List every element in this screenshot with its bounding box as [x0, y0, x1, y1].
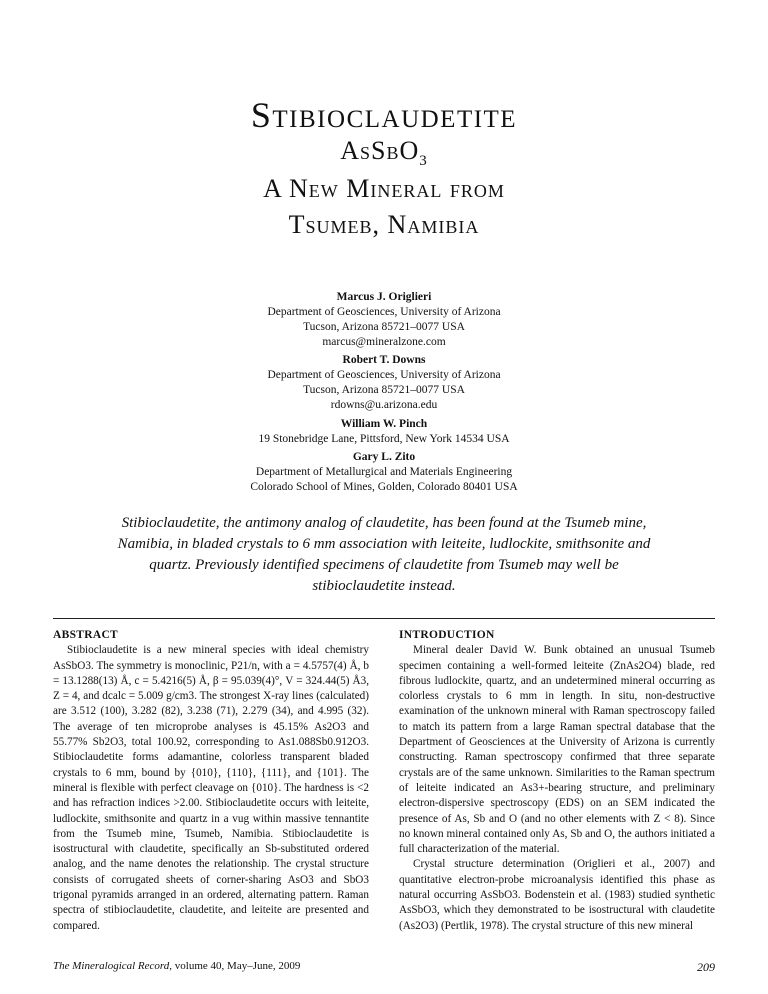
author-block-3	[0, 417, 768, 447]
abstract-column	[53, 628, 369, 934]
abstract-text: Stibioclaudetite is a new mineral species with ideal chemistry AsSbO3. The symmetry is monoclinic, P21/n, with a = 4.5757(4) Å, b = 13.1288(13) Å, c = 5.4216(5) Å, β = 95.039(4)°, V = 324.44(5) Å3, Z = 4, and dcalc = 5.009 g/cm3. The strongest X-ray lines (calculated) are 3.512 (100), 3.282 (82), 3.238 (71), 2.279 (34), and 4.995 (32). The average of ten microprobe analyses is 45.15% As2O3 and 55.77% Sb2O3, total 100.92, corresponding to As1.088Sb0.912O3. Stibioclaudetite forms adamantine, colorless transparent bladed crystals to 6 mm, bound by {010}, {110}, {111}, and {101}. The mineral is flexible with perfect cleavage on {010}. The hardness is <2 and has refraction indices >2.00. Stibioclaudetite occurs with leiteite, ludlockite, smithsonite and quartz in a vug within massive tennantite from the Tsumeb mine, Tsumeb, Namibia. Stibioclaudetite is isostructural with claudetite, specifically an Sb-substituted ordered analog, and the name denotes the relationship. The crystal structure consists of corrugated sheets of corner-sharing AsO3 and SbO3 trigonal pyramids arranged in an ordered, alternating pattern. Raman spectra of stibioclaudetite, claudetite, and leiteite are presented and compared.	[53, 644, 369, 932]
article-subtitle-line1: A New Mineral from	[263, 174, 505, 203]
introduction-heading: INTRODUCTION	[399, 629, 495, 641]
section-divider	[53, 618, 715, 619]
abstract-heading: ABSTRACT	[53, 629, 119, 641]
introduction-column	[399, 628, 715, 934]
author-affiliation-line: Tucson, Arizona 85721–0077 USA	[303, 384, 465, 396]
author-affiliation-line: Department of Geosciences, University of Arizona	[267, 369, 501, 381]
author-block-4	[0, 450, 768, 495]
formula-text: AsSbO	[340, 136, 420, 165]
author-affiliation-line: Tucson, Arizona 85721–0077 USA	[303, 321, 465, 333]
summary-blurb: Stibioclaudetite, the antimony analog of claudetite, has been found at the Tsumeb mine, Namibia, in bladed crystals to 6 mm association with leiteite, ludlockite, smithsonite and quartz. Previously identified specimens of claudetite from Tsumeb may well be stibioclaudetite instead.	[117, 515, 651, 594]
author-affiliation-line: 19 Stonebridge Lane, Pittsford, New York 14534 USA	[258, 433, 510, 445]
mineral-formula	[0, 136, 768, 170]
author-name: Robert T. Downs	[342, 354, 426, 366]
journal-title: The Mineralogical Record	[53, 960, 170, 972]
introduction-paragraph-2: Crystal structure determination (Origlieri et al., 2007) and quantitative electron-probe microanalysis identified this phase as natural occurring AsSbO3. Bodenstein et al. (1983) studied synthetic AsSbO3, which they demonstrated to be isostructural with claudetite (As2O3) (Pertlik, 1978). The crystal structure of this new mineral	[399, 858, 715, 932]
article-subtitle-line2: Tsumeb, Namibia	[288, 210, 480, 239]
article-title: Stibioclaudetite	[250, 95, 518, 135]
author-name: William W. Pinch	[340, 418, 428, 430]
author-block-1	[0, 290, 768, 350]
author-name: Gary L. Zito	[352, 451, 416, 463]
author-affiliation-line: Department of Geosciences, University of Arizona	[267, 306, 501, 318]
author-email: rdowns@u.arizona.edu	[330, 399, 438, 411]
author-affiliation-line: Department of Metallurgical and Materials Engineering	[255, 466, 513, 478]
introduction-paragraph-1: Mineral dealer David W. Bunk obtained an unusual Tsumeb specimen containing a well-formed leiteite (ZnAs2O4) blade, red fibrous ludlockite, quartz, and an undetermined mineral occurring as colorless crystals to 6 mm in length. In situ, non-destructive examination of the unknown mineral with Raman spectroscopy failed to match its pattern from a large Raman spectral database that the Department of Geosciences at the University of Arizona is currently constructing. Raman spectroscopy confirmed that three separate crystals are of the same unknown. Similarities to the Raman spectrum of leiteite indicated an As3+-bearing structure, and preliminary electron-dispersive spectroscopy (EDS) on an SEM indicated the presence of As, Sb and O (and no other elements with Z < 8). Since no known mineral contained only As, Sb and O, the authors initiated a full characterization of the material.	[399, 644, 715, 856]
journal-citation	[53, 960, 300, 972]
author-email: marcus@mineralzone.com	[322, 336, 446, 348]
page-number: 209	[697, 960, 715, 974]
author-block-2	[0, 353, 768, 413]
formula-subscript: 3	[419, 153, 428, 170]
author-name: Marcus J. Origlieri	[336, 291, 432, 303]
journal-volume: , volume 40, May–June, 2009	[169, 960, 301, 972]
author-affiliation-line: Colorado School of Mines, Golden, Colorado 80401 USA	[250, 481, 518, 493]
